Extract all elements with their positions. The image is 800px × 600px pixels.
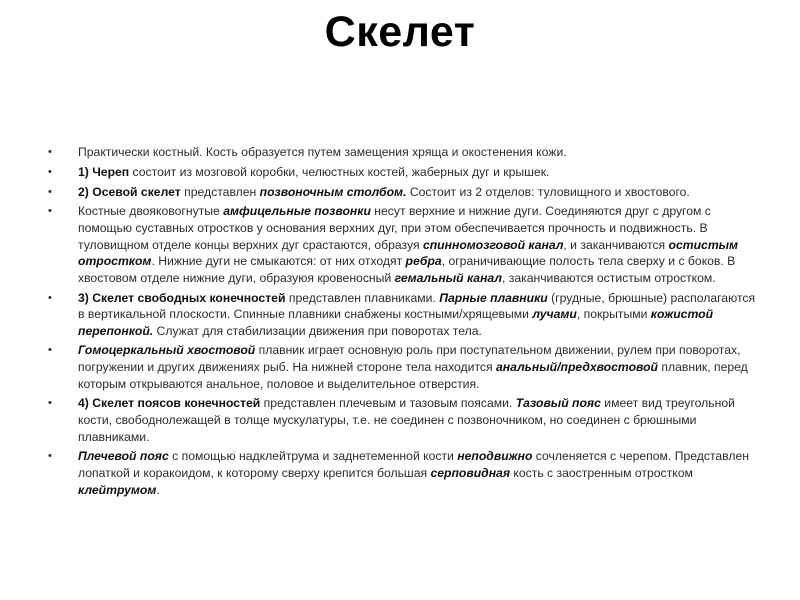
text-segment: плавник, перед которым открываются анальное, половое и выделительное отверстия. <box>78 360 748 391</box>
text-segment: состоит из мозговой коробки, челюстных костей, жаберных дуг и крышек. <box>129 164 550 179</box>
text-segment: , заканчиваются остистым отростком. <box>501 270 716 285</box>
emphasized-term: амфицельные позвонки <box>223 204 371 219</box>
text-segment: сочленяется с черепом. Представлен лопаткой и коракоидом, к которому сверху крепится большая <box>78 449 749 480</box>
text-segment: . Нижние дуги не смыкаются: от них отходят <box>151 254 406 269</box>
bullet-dot-icon: • <box>48 397 52 410</box>
bullet-item <box>48 342 764 392</box>
bullet-dot-icon: • <box>48 291 52 304</box>
emphasized-term: 1) Череп <box>78 164 130 179</box>
emphasized-term: клейтрумом <box>78 482 157 497</box>
emphasized-term: кожистой перепонкой. <box>78 307 714 338</box>
text-segment: несут верхние и нижние дуги. Соединяются друг с другом с помощью суставных отростков у основания верхних дуг, при этом обеспечивается прочность и подвижность. В туловищном отделе концы верхних дуг срастаются, образуя <box>78 204 711 252</box>
bullet-dot-icon: • <box>48 205 52 218</box>
text-segment: с помощью надклейтрума и заднетеменной кости <box>168 449 458 464</box>
text-segment: Служат для стабилизации движения при поворотах тела. <box>153 323 482 338</box>
bullet-dot-icon: • <box>48 165 52 178</box>
emphasized-term: ребра <box>405 254 442 269</box>
emphasized-term: Тазовый пояс <box>515 396 601 411</box>
emphasized-term: спинномозговой канал <box>422 237 564 252</box>
emphasized-term: Гомоцеркальный хвостовой <box>78 343 256 358</box>
emphasized-term: серповидная <box>430 466 511 480</box>
bullet-dot-icon: • <box>48 185 52 198</box>
bullet-item <box>48 144 764 161</box>
slide-title: Скелет <box>324 8 476 56</box>
bullet-item <box>48 184 764 201</box>
bullet-item <box>48 395 764 445</box>
bullet-dot-icon: • <box>48 344 52 357</box>
emphasized-term: анальный/предхвостовой <box>496 360 658 375</box>
text-segment: , покрытыми <box>576 307 651 322</box>
emphasized-term: неподвижно <box>457 449 533 464</box>
text-segment: , ограничивающие полость тела сверху и с боков. В хвостовом отделе нижние дуги, образуюя кровеносный <box>78 254 736 285</box>
text-segment: представлен <box>180 184 260 199</box>
text-segment: плавник играет основную роль при поступательном движении, рулем при поворотах, погружении и других движениях рыб. На нижней стороне тела находится <box>78 343 741 375</box>
text-segment: имеет вид треугольной кости, свободнолежащей в толще мускулатуры, т.е. не соединен с позвоночником, но соединен с брюшными плавниками. <box>78 396 735 444</box>
emphasized-term: 3) Скелет свободных конечностей <box>78 290 286 305</box>
text-segment: представлен плечевым и тазовым поясами. <box>260 396 516 411</box>
bullet-item <box>48 164 764 181</box>
emphasized-term: Плечевой пояс <box>78 449 169 464</box>
emphasized-term: позвоночным столбом. <box>259 184 407 199</box>
bullet-dot-icon: • <box>48 450 52 463</box>
emphasized-term: остистым отростком <box>78 237 739 269</box>
bullet-dot-icon: • <box>48 146 52 158</box>
bullet-item <box>48 448 764 498</box>
bullet-item <box>48 290 764 340</box>
emphasized-term: Парные плавники <box>439 290 548 305</box>
text-segment: (грудные, брюшные) располагаются в вертикальной плоскости. Спинные плавники снабжены костными/хрящевыми <box>78 290 756 322</box>
text-segment: Костные двояковогнутые <box>78 204 224 219</box>
text-segment: . <box>156 482 160 497</box>
text-segment: Состоит из 2 отделов: туловищного и хвостового. <box>406 184 690 199</box>
bullet-list <box>48 144 764 501</box>
text-segment: , и заканчиваются <box>563 237 669 252</box>
text-segment: представлен плавниками. <box>285 290 440 305</box>
emphasized-term: гемальный канал <box>394 270 502 285</box>
bullet-item <box>48 203 764 286</box>
text-segment: Практически костный. Кость образуется путем замещения хряща и окостенения кожи. <box>78 145 567 159</box>
emphasized-term: 4) Скелет поясов конечностей <box>78 396 261 411</box>
emphasized-term: 2) Осевой скелет <box>78 184 181 199</box>
emphasized-term: лучами <box>532 307 577 322</box>
text-segment: кость с заостренным отростком <box>510 466 693 480</box>
